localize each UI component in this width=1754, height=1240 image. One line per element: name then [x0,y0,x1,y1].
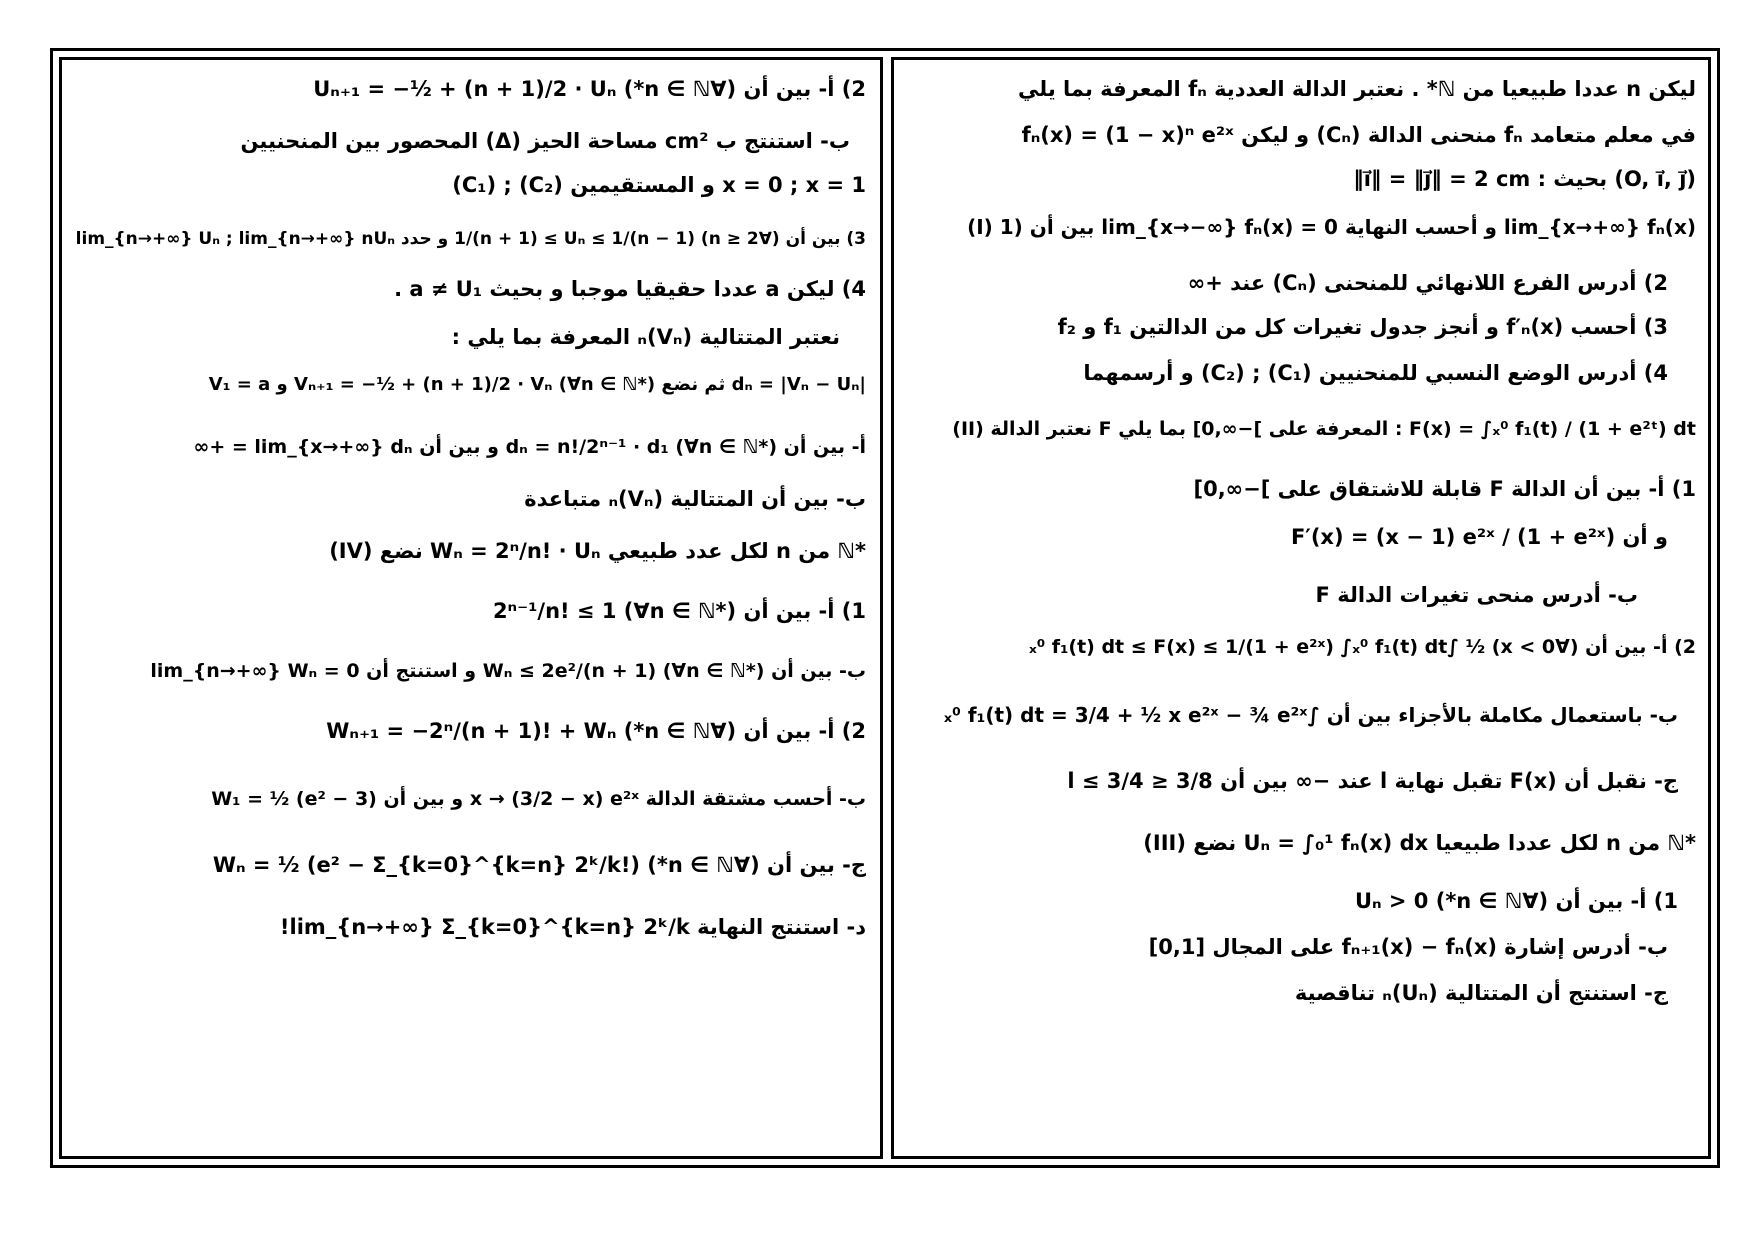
part3-q4: 4) ليكن a عددا حقيقيا موجبا و بحيث a ≠ U₁ . [394,277,866,301]
left-column [59,57,883,1159]
part4-q2b: ب- أحسب مشتقة الدالة x → (3/2 − x) e²ˣ و بين أن W₁ = ½ (e² − 3) [211,788,866,810]
part1-q3: 3) أحسب f′ₙ(x) و أنجز جدول تغيرات كل من الدالتين f₁ و f₂ [1057,315,1668,339]
part1-q1: (I) 1) بين أن lim_{x→−∞} fₙ(x) = 0 و أحسب النهاية lim_{x→+∞} fₙ(x) [967,215,1696,239]
part1-q2: 2) أدرس الفرع اللانهائي للمنحنى (Cₙ) عند +∞ [1187,271,1668,295]
part2-q1a-cont: و أن F′(x) = (x − 1) e²ˣ / (1 + e²ˣ) [1290,525,1668,549]
part2-q2c: ج- نقبل أن F(x) تقبل نهاية l عند −∞ بين أن 3/8 ≤ l ≤ 3/4 [1067,769,1678,793]
part4-q1a: 1) أ- بين أن 2ⁿ⁻¹/n! ≤ 1 (∀n ∈ ℕ*) [492,599,866,623]
part4-q2a: 2) أ- بين أن (∀n ∈ ℕ*) Wₙ₊₁ = −2ⁿ/(n + 1)! + Wₙ [326,719,866,743]
part1-q4: 4) أدرس الوضع النسبي للمنحنيين (C₁) ; (C₂) و أرسمهما [1083,361,1668,385]
part3-q2b-cont: (C₁) ; (C₂) و المستقيمين x = 0 ; x = 1 [452,173,866,197]
part3-q3: 3) بين أن (∀n ≥ 2) 1/(n + 1) ≤ Uₙ ≤ 1/(n − 1) و حدد lim_{n→+∞} Uₙ ; lim_{n→+∞} nUₙ [75,229,866,249]
part3-q1b: ب- أدرس إشارة fₙ₊₁(x) − fₙ(x) على المجال [0,1] [1148,935,1668,959]
part4-q1b: ب- بين أن Wₙ ≤ 2e²/(n + 1) (∀n ∈ ℕ*) و استنتج أن lim_{n→+∞} Wₙ = 0 [150,660,866,682]
part2-intro: (II) نعتبر الدالة F المعرفة على ]−∞,0] بما يلي : F(x) = ∫ₓ⁰ f₁(t) / (1 + e²ᵗ) dt [952,418,1696,440]
right-column [891,57,1711,1159]
part4-intro: (IV) نضع Wₙ = 2ⁿ/n! · Uₙ لكل عدد طبيعي n من ℕ* [329,539,866,563]
part3-intro: (III) نضع Uₙ = ∫₀¹ fₙ(x) dx لكل عددا طبيعيا n من ℕ* [1143,831,1696,855]
intro-line-2: fₙ(x) = (1 − x)ⁿ e²ˣ و ليكن (Cₙ) منحنى الدالة fₙ في معلم متعامد [1021,123,1696,147]
part3-q4b: ب- بين أن المتتالية (Vₙ)ₙ متباعدة [524,487,866,511]
page-frame [50,48,1720,1168]
part3-q1c: ج- استنتج أن المتتالية (Uₙ)ₙ تناقصية [1294,981,1668,1005]
part2-q1b: ب- أدرس منحى تغيرات الدالة F [1315,583,1638,607]
part3-q1a: 1) أ- بين أن (∀n ∈ ℕ*) Uₙ > 0 [1354,889,1678,913]
intro-line-1: ليكن n عددا طبيعيا من ℕ* . نعتبر الدالة العددية fₙ المعرفة بما يلي [1018,77,1696,101]
part3-q2a: 2) أ- بين أن (∀n ∈ ℕ*) Uₙ₊₁ = −½ + (n + 1)/2 · Uₙ [313,77,866,101]
part3-q4-sequence: نعتبر المتتالية (Vₙ)ₙ المعرفة بما يلي : [451,325,840,349]
part2-q2a: 2) أ- بين أن (∀x < 0) ½ ∫ₓ⁰ f₁(t) dt ≤ F(x) ≤ 1/(1 + e²ˣ) ∫ₓ⁰ f₁(t) dt [1029,636,1696,658]
part4-q2c: ج- بين أن (∀n ∈ ℕ*) Wₙ = ½ (e² − Σ_{k=0}^{k=n} 2ᵏ/k!) [212,853,866,877]
part3-q2b: ب- استنتج ب cm² مساحة الحيز (Δ) المحصور بين المنحنيين [240,129,850,153]
part3-q4a: أ- بين أن dₙ = n!/2ⁿ⁻¹ · d₁ (∀n ∈ ℕ*) و بين أن lim_{x→+∞} dₙ = +∞ [193,436,866,458]
intro-line-3: ‖i⃗‖ = ‖j⃗‖ = 2 cm : بحيث (O, i⃗, j⃗) [1353,167,1696,191]
part4-q2d: د- استنتج النهاية lim_{n→+∞} Σ_{k=0}^{k=n} 2ᵏ/k! [279,915,866,939]
part2-q2b: ب- باستعمال مكاملة بالأجزاء بين أن ∫ₓ⁰ f₁(t) dt = 3/4 + ½ x e²ˣ − ¾ e²ˣ [943,703,1678,727]
part2-q1a: 1) أ- بين أن الدالة F قابلة للاشتقاق على ]−∞,0] [1193,477,1696,501]
part3-q4-definition: V₁ = a و Vₙ₊₁ = −½ + (n + 1)/2 · Vₙ (∀n ∈ ℕ*) ثم نضع dₙ = |Vₙ − Uₙ| [208,374,866,395]
